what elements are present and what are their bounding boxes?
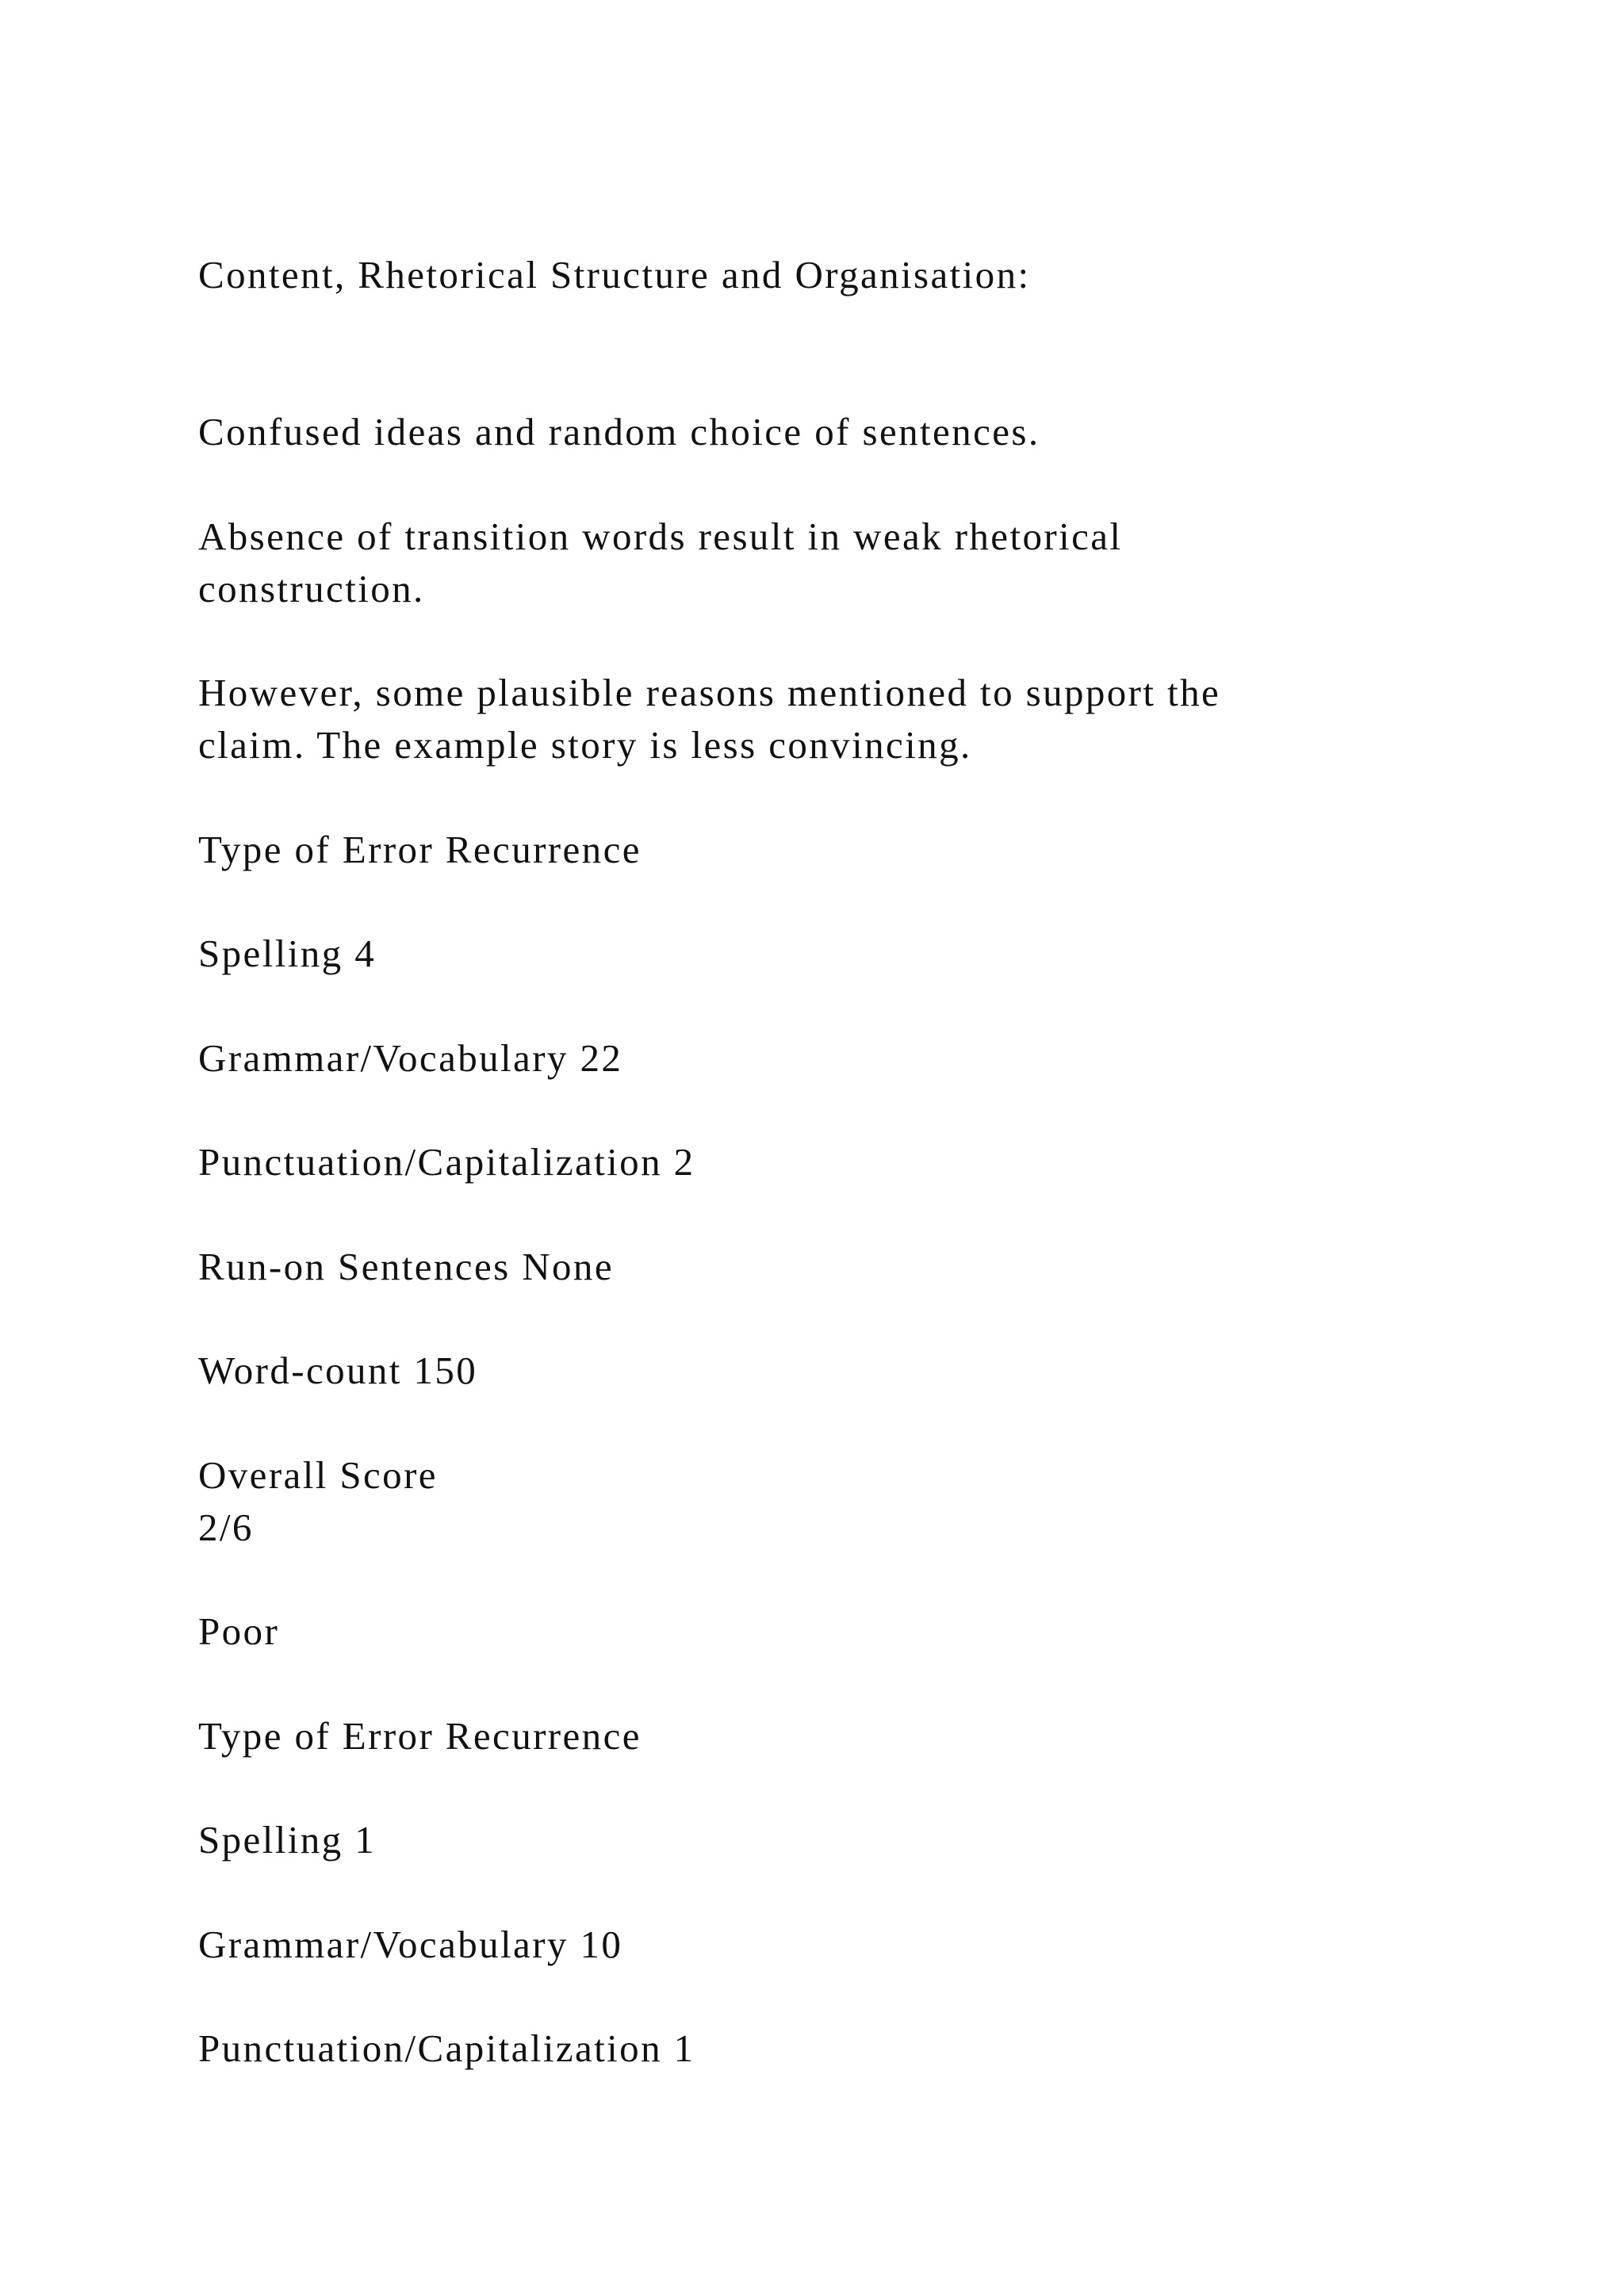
comment-line: construction.: [198, 567, 425, 610]
error-row: Grammar/Vocabulary 22: [198, 1036, 623, 1080]
error-row: Grammar/Vocabulary 10: [198, 1923, 623, 1966]
error-row: Run-on Sentences None: [198, 1245, 614, 1288]
error-row: Word-count 150: [198, 1349, 478, 1392]
comment-line: Absence of transition words result in weak rhetorical: [198, 515, 1123, 558]
overall-score-value: 2/6: [198, 1506, 254, 1549]
error-row: Spelling 4: [198, 932, 377, 975]
error-row: Punctuation/Capitalization 1: [198, 2026, 695, 2070]
score-rating: Poor: [198, 1609, 280, 1653]
comment-line: claim. The example story is less convincing.: [198, 723, 972, 767]
error-row: Punctuation/Capitalization 2: [198, 1140, 695, 1184]
overall-score-label: Overall Score: [198, 1453, 438, 1497]
comment-line: However, some plausible reasons mentioned to support the: [198, 671, 1221, 714]
section-heading: Content, Rhetorical Structure and Organisation:: [198, 253, 1031, 297]
comment-line: Confused ideas and random choice of sentences.: [198, 410, 1040, 453]
error-table-header: Type of Error Recurrence: [198, 828, 642, 871]
error-row: Spelling 1: [198, 1818, 377, 1862]
error-table-header: Type of Error Recurrence: [198, 1714, 642, 1758]
